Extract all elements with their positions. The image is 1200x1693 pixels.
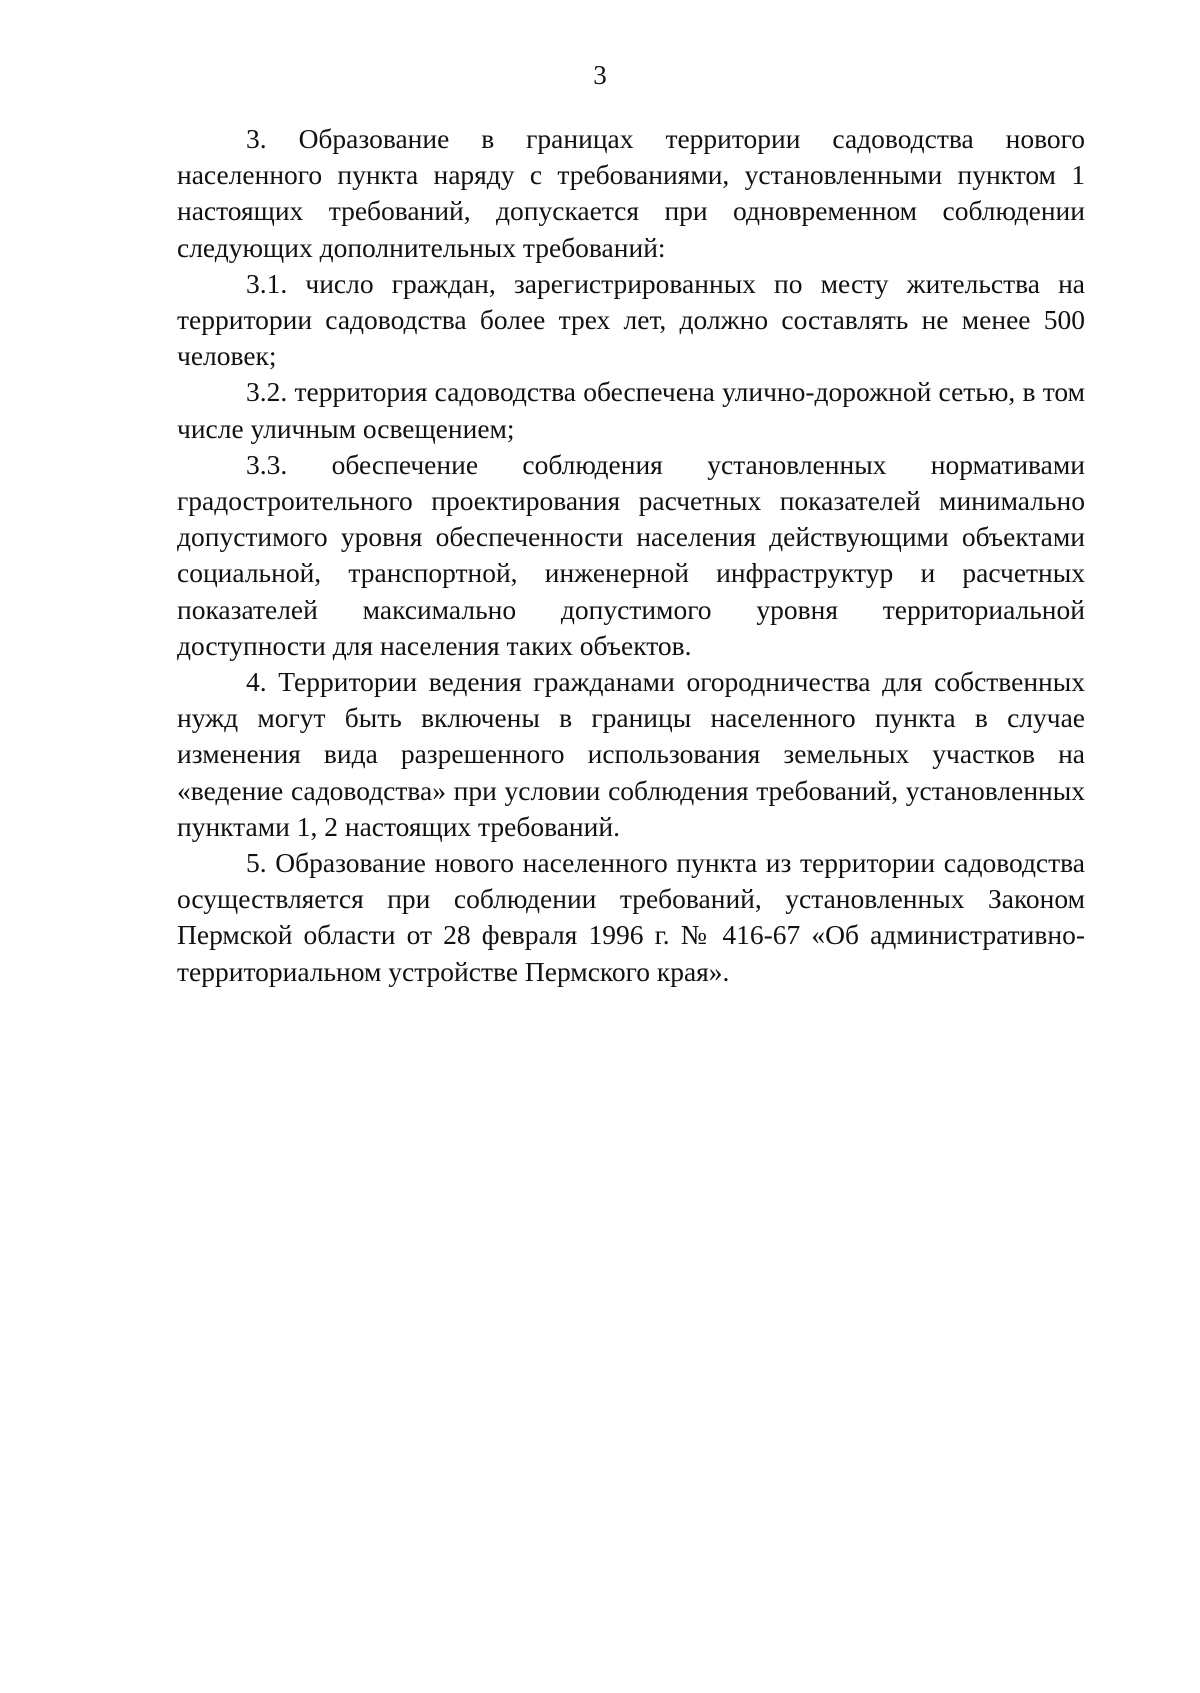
paragraph-5: 5. Образование нового населенного пункта из территории садоводства осуществляется при соблюдении требований, установленных Законом Пермской области от 28 февраля 1996 г. № 416-67 «Об административно-территориальном устройстве Пермского края».	[177, 847, 1085, 987]
paragraph-3-3: 3.3. обеспечение соблюдения установленных нормативами градостроительного проектирования расчетных показателей минимально допустимого уровня обеспеченности населения действующими объектами социальной, транспортной, инженерной инфраструктур и расчетных показателей максимально допустимого уровня территориальной доступности для населения таких объектов.	[177, 448, 1085, 661]
paragraph-4: 4. Территории ведения гражданами огородничества для собственных нужд могут быть включены в границы населенного пункта в случае изменения вида разрешенного использования земельных участков на «ведение садоводства» при условии соблюдения требований, установленных пунктами 1, 2 настоящих требований.	[177, 666, 1085, 842]
paragraph-3: 3. Образование в границах территории садоводства нового населенного пункта наряду с требованиями, установленными пунктом 1 настоящих требований, допускается при одновременном соблюдении следующих дополнительных требований:	[177, 123, 1085, 263]
page-number: 3	[593, 60, 607, 90]
document-body	[177, 121, 1085, 990]
paragraph-3-2: 3.2. территория садоводства обеспечена улично-дорожной сетью, в том числе уличным освещением;	[177, 376, 1085, 444]
paragraph-3-1: 3.1. число граждан, зарегистрированных по месту жительства на территории садоводства более трех лет, должно составлять не менее 500 человек;	[177, 267, 1085, 372]
